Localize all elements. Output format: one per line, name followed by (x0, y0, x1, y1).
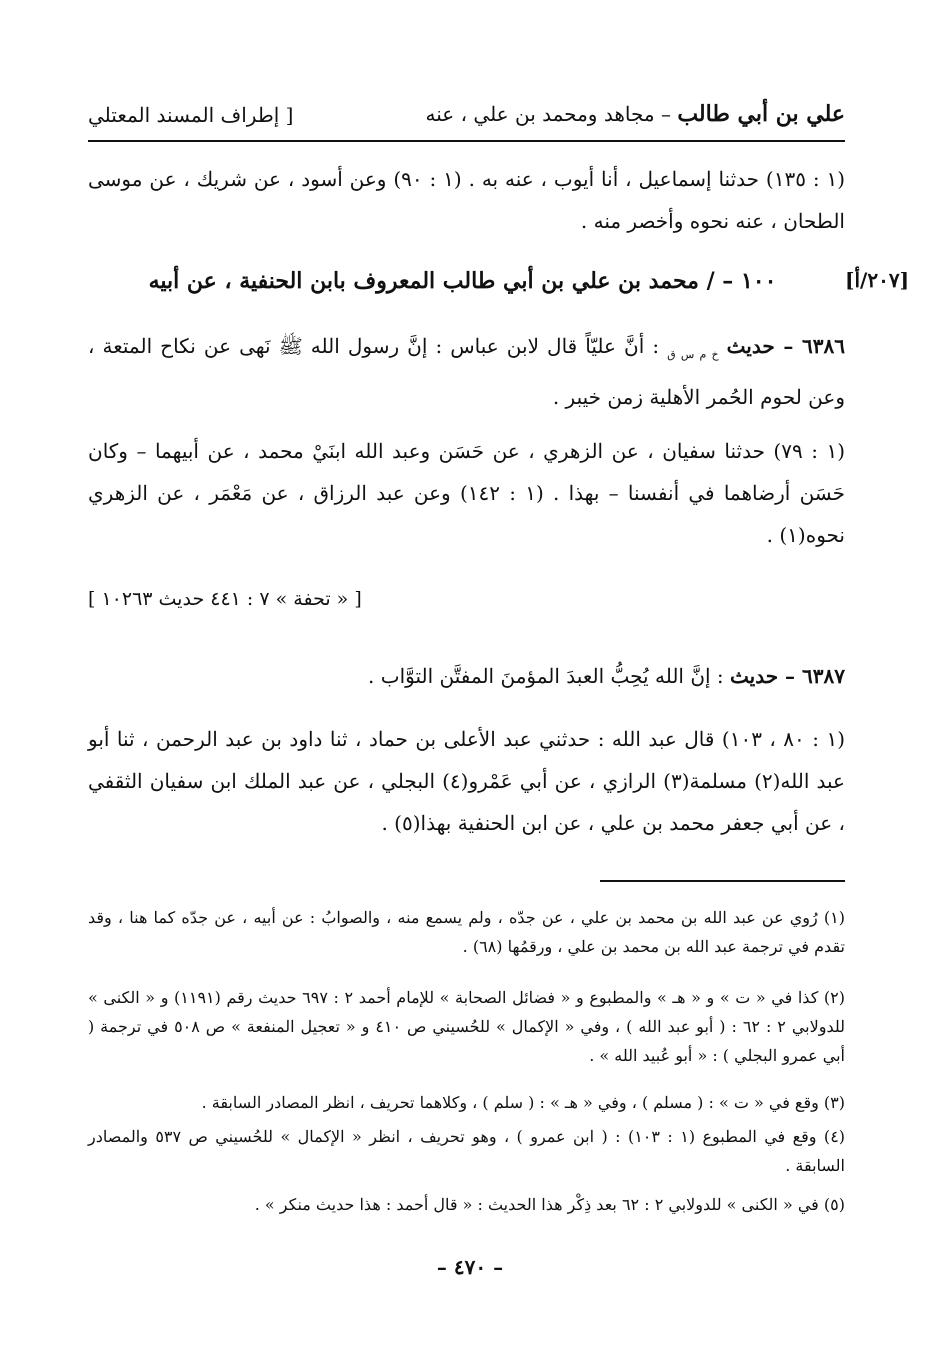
hadith-6387-text (88, 655, 845, 697)
header-title-bold: علي بن أبي طالب (677, 101, 845, 127)
footnote-5: (٥) في « الكنى » للدولابي ٢ : ٦٢ بعد ذِكْر هذا الحديث : « قال أحمد : هذا حديث منكر » . (254, 1195, 845, 1214)
intro-paragraph: (١ : ١٣٥) حدثنا إسماعيل ، أنا أيوب ، عنه به . (١ : ٩٠) وعن أسود ، عن شريك ، عن موسى الطحان ، عنه نحوه وأخصر منه . (88, 167, 846, 233)
hadith-6386-number: ٦٣٨٦ – حديث (726, 334, 846, 358)
hadith-6387-number: ٦٣٨٧ – حديث (730, 664, 845, 688)
hadith-6386-chain: (١ : ٧٩) حدثنا سفيان ، عن الزهري ، عن حَسَن وعبد الله ابنَيْ محمد ، عن أبيهما – وكان حَسَن أرضاهما في أنفسنا – بهذا . (١ : ١٤٢) وعن عبد الرزاق ، عن مَعْمَر ، عن الزهري نحوه(١) . (88, 439, 846, 547)
footnote-4: (٤) وقع في المطبوع (١ : ١٠٣) : ( ابن عمرو ) ، وهو تحريف ، انظر « الإكمال » للحُسيني ص ٥٣٧ والمصادر السابقة . (88, 1127, 846, 1175)
footnote-1: (١) رُوي عن عبد الله بن محمد بن علي ، عن جدّه ، ولم يسمع منه ، والصوابُ : عن أبيه ، عن جدّه كما هنا ، وقد تقدم في ترجمة عبد الله بن محمد بن علي ، ورقمُها (٦٨) . (88, 908, 845, 956)
hadith-6386-body: : أنَّ عليّاً قال لابن عباس : إنَّ رسول الله ﷺ نَهى عن نكاح المتعة ، وعن لحوم الحُمر الأهلية زمن خيبر . (88, 334, 845, 409)
hadith-6386-text (88, 325, 845, 418)
margin-folio-reference: [٢٠٧/أ] (845, 268, 910, 292)
footnote-3: (٣) وقع في « ت » : ( مسلم ) ، وفي « هـ » : ( سلم ) ، وكلاهما تحريف ، انظر المصادر السابقة . (201, 1093, 845, 1112)
page-number: – ٤٧٠ – (436, 1255, 504, 1279)
header-title-rest: – مجاهد ومحمد بن علي ، عنه (425, 102, 678, 126)
hadith-6387-chain: (١ : ٨٠ ، ١٠٣) قال عبد الله : حدثني عبد الأعلى بن حماد ، ثنا داود بن عبد الرحمن ، ثنا أبو عبد الله(٢) مسلمة(٣) الرازي ، عن أبي عَمْرو(٤) البجلي ، عن عبد الملك ابن سفيان الثقفي ، عن أبي جعفر محمد بن علي ، عن ابن الحنفية بهذا(٥) . (88, 727, 845, 835)
tuhfa-reference (88, 588, 845, 610)
hadith-6386-sigla: خ م س ق (667, 348, 719, 361)
header-title (426, 101, 845, 127)
header-divider (88, 140, 845, 142)
footnote-2: (٢) كذا في « ت » و « هـ » والمطبوع و « فضائل الصحابة » للإمام أحمد ٢ : ٦٩٧ حديث رقم (١١٩١) و « الكنى » للدولابي ٢ : ٦٢ : ( أبو عبد الله ) ، وفي « الإكمال » للحُسيني ص ٤١٠ و « تعجيل المنفعة » ص ٥٠٨ في ترجمة ( أبي عمرو البجلي ) : « أبو عُبيد الله » . (88, 988, 846, 1065)
tuhfa-reference-text: [ « تحفة » ٧ : ٤٤١ حديث ١٠٢٦٣ ] (88, 588, 362, 610)
hadith-6387-body: : إنَّ الله يُحِبُّ العبدَ المؤمنَ المفتَّن التوَّاب . (368, 664, 724, 688)
header-book-title: [ إطراف المسند المعتلي (88, 103, 294, 127)
footnote-divider (600, 880, 845, 882)
section-title: ١٠٠ – / محمد بن علي بن أبي طالب المعروف بابن الحنفية ، عن أبيه (148, 268, 777, 294)
running-header (88, 95, 845, 135)
